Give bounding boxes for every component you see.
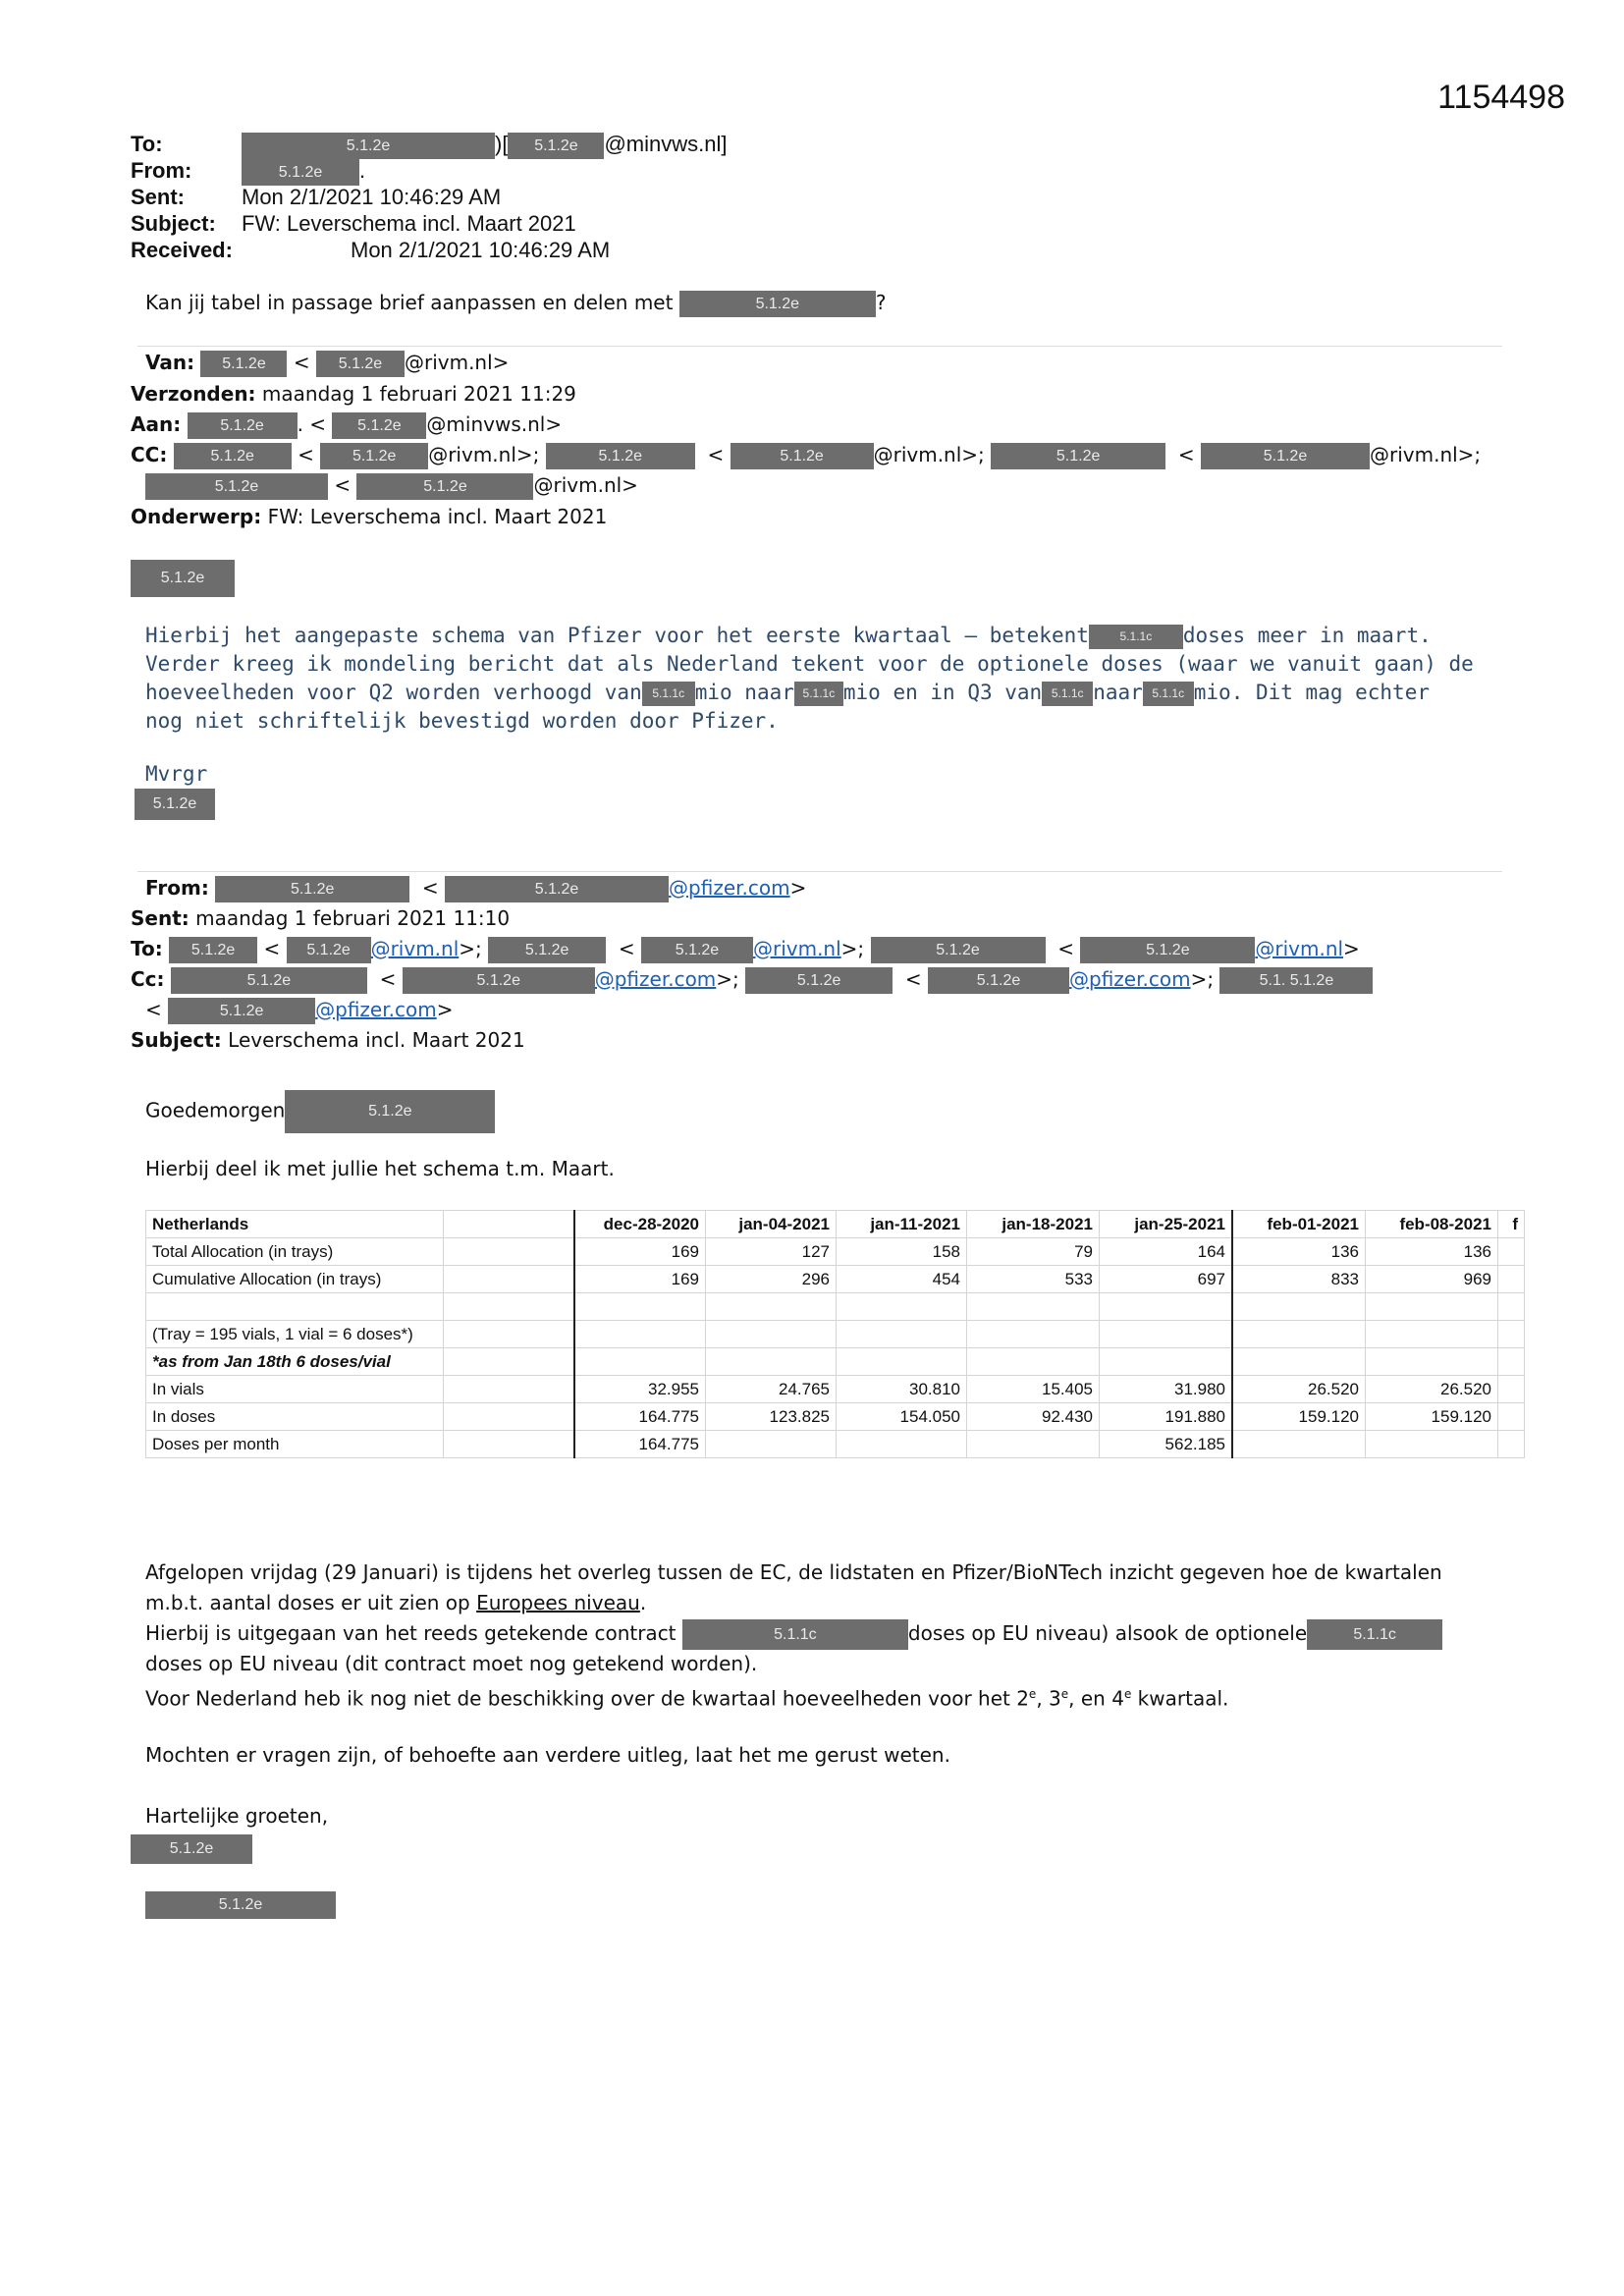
redaction: 5.1.2e <box>242 159 359 186</box>
table-cell: 562.185 <box>1100 1431 1233 1458</box>
table-row <box>146 1431 1525 1458</box>
column-header: dec-28-2020 <box>574 1211 706 1238</box>
table-cell <box>706 1293 837 1321</box>
header-to-value: 5.1.2e )[ 5.1.2e @minvws.nl] <box>242 131 727 159</box>
table-cell: 454 <box>837 1266 967 1293</box>
redaction: 5.1.2e <box>215 876 409 902</box>
redaction: 5.1.1c <box>1042 682 1093 706</box>
column-header: f <box>1498 1211 1525 1238</box>
separator <box>137 346 1502 347</box>
mail1-aan: Aan: 5.1.2e . < 5.1.2e @minvws.nl> <box>131 410 562 440</box>
mail1-van: Van: 5.1.2e < 5.1.2e @rivm.nl> <box>145 348 509 378</box>
redaction: 5.1.2e <box>145 1891 336 1919</box>
redaction: 5.1.2e <box>320 443 428 469</box>
redaction: 5.1.2e <box>171 967 367 994</box>
table-cell: 164 <box>1100 1238 1233 1266</box>
table-cell <box>967 1293 1100 1321</box>
separator <box>137 871 1502 872</box>
mail2-body-p5: Voor Nederland heb ik nog niet de beschikking over de kwartaal hoeveelheden voor het 2e, 3e, en 4e kwartaal. <box>145 1686 1229 1711</box>
table-cell <box>1366 1293 1498 1321</box>
redaction: 5.1.2e <box>508 133 604 159</box>
mail2-body-p4: doses op EU niveau (dit contract moet nog getekend worden). <box>145 1652 758 1675</box>
table-cell <box>574 1348 706 1376</box>
table-cell <box>837 1348 967 1376</box>
to-address-tail: @minvws.nl] <box>604 132 728 156</box>
redaction: 5.1.2e <box>316 351 405 377</box>
europees-niveau-link[interactable]: Europees niveau <box>476 1591 640 1614</box>
table-cell <box>1366 1348 1498 1376</box>
table-cell <box>1498 1431 1525 1458</box>
redaction: 5.1.2e <box>188 412 298 439</box>
table-cell: 533 <box>967 1266 1100 1293</box>
redaction: 5.1.2e <box>991 443 1165 469</box>
mail2-body-p1: Afgelopen vrijdag (29 Januari) is tijdens het overleg tussen de EC, de lidstaten en Pfizer/BioNTech inzicht gegeven hoe de kwartalen <box>145 1560 1442 1584</box>
table-cell <box>706 1431 837 1458</box>
table-cell <box>444 1403 575 1431</box>
mail2-subject: Subject: Leverschema incl. Maart 2021 <box>131 1028 525 1052</box>
table-cell: 833 <box>1232 1266 1366 1293</box>
mail2-from: From: 5.1.2e < 5.1.2e @pfizer.com> <box>145 873 806 903</box>
table-cell <box>444 1293 575 1321</box>
column-header: jan-18-2021 <box>967 1211 1100 1238</box>
mail2-intro: Hierbij deel ik met jullie het schema t.m. Maart. <box>145 1157 615 1180</box>
rivm-email-link[interactable]: @rivm.nl <box>370 937 460 960</box>
redaction: 5.1.2e <box>488 937 606 963</box>
table-cell <box>1232 1321 1366 1348</box>
table-cell: 159.120 <box>1232 1403 1366 1431</box>
table-cell <box>837 1431 967 1458</box>
redaction: 5.1.2e <box>403 967 595 994</box>
mail1-salutation <box>131 560 235 597</box>
table-cell <box>1100 1293 1233 1321</box>
table-cell: 32.955 <box>574 1376 706 1403</box>
table-cell <box>444 1348 575 1376</box>
table-cell <box>444 1211 575 1238</box>
mail1-cc: CC: 5.1.2e < 5.1.2e @rivm.nl>; 5.1.2e < 5.1.2e @rivm.nl>; 5.1.2e < 5.1.2e @rivm.nl>; <box>131 440 1481 470</box>
table-cell: 164.775 <box>574 1431 706 1458</box>
mail2-sign-name <box>131 1834 252 1864</box>
table-cell: 969 <box>1366 1266 1498 1293</box>
redaction: 5.1.2e <box>145 473 328 500</box>
redaction: 5.1.2e <box>131 1834 252 1864</box>
mail2-greeting: Goedemorgen 5.1.2e <box>145 1090 495 1133</box>
redaction: 5.1.2e <box>546 443 695 469</box>
table-cell: 136 <box>1366 1238 1498 1266</box>
redaction: 5.1.2e <box>174 443 292 469</box>
table-cell: 169 <box>574 1238 706 1266</box>
table-cell: 169 <box>574 1266 706 1293</box>
table-cell <box>1100 1348 1233 1376</box>
table-cell <box>837 1321 967 1348</box>
column-header: feb-01-2021 <box>1232 1211 1366 1238</box>
table-cell <box>1232 1431 1366 1458</box>
header-from-label: From: <box>131 158 192 183</box>
redaction: 5.1.2e <box>641 937 753 963</box>
table-row <box>146 1348 1525 1376</box>
mail1-cc-cont: 5.1.2e < 5.1.2e @rivm.nl> <box>145 470 638 501</box>
row-label: (Tray = 195 vials, 1 vial = 6 doses*) <box>146 1321 444 1348</box>
mail1-body-line-2: Verder kreeg ik mondeling bericht dat als Nederland tekent voor de optionele doses (waar we vanuit gaan) de <box>145 652 1474 676</box>
mail2-to: To: 5.1.2e < 5.1.2e @rivm.nl>; 5.1.2e < 5.1.2e @rivm.nl>; 5.1.2e < 5.1.2e @rivm.nl> <box>131 934 1360 964</box>
table-row <box>146 1321 1525 1348</box>
redaction: 5.1.2e <box>445 876 669 902</box>
table-row <box>146 1266 1525 1293</box>
table-cell: 31.980 <box>1100 1376 1233 1403</box>
header-sent-label: Sent: <box>131 185 185 209</box>
redaction: 5.1. 5.1.2e <box>1219 967 1373 994</box>
allocation-table <box>145 1210 1525 1458</box>
table-cell <box>1100 1321 1233 1348</box>
redaction: 5.1.2e <box>356 473 533 500</box>
mail1-body-line-3: hoeveelheden voor Q2 worden verhoogd van 5.1.1c mio naar 5.1.1c mio en in Q3 van 5.1.1c naar 5.1.1c mio. Dit mag echter <box>145 681 1430 704</box>
table-row <box>146 1293 1525 1321</box>
column-header: feb-08-2021 <box>1366 1211 1498 1238</box>
table-cell: 697 <box>1100 1266 1233 1293</box>
redaction: 5.1.2e <box>285 1090 495 1133</box>
mail2-body-p2: m.b.t. aantal doses er uit zien op Europees niveau. <box>145 1591 647 1614</box>
redaction: 5.1.2e <box>332 412 426 439</box>
header-subject-label: Subject: <box>131 211 216 236</box>
row-label: Total Allocation (in trays) <box>146 1238 444 1266</box>
mail2-closing: Hartelijke groeten, <box>145 1804 329 1828</box>
table-cell: 191.880 <box>1100 1403 1233 1431</box>
table-cell <box>444 1266 575 1293</box>
table-cell <box>1498 1403 1525 1431</box>
mail1-sign: Mvrgr <box>145 762 208 786</box>
table-cell: 123.825 <box>706 1403 837 1431</box>
table-cell: 159.120 <box>1366 1403 1498 1431</box>
table-cell <box>574 1321 706 1348</box>
redaction: 5.1.2e <box>871 937 1046 963</box>
table-cell <box>1232 1293 1366 1321</box>
mail2-body-p6: Mochten er vragen zijn, of behoefte aan verdere uitleg, laat het me gerust weten. <box>145 1743 950 1767</box>
table-cell: 136 <box>1232 1238 1366 1266</box>
table-row <box>146 1238 1525 1266</box>
row-label: *as from Jan 18th 6 doses/vial <box>146 1348 444 1376</box>
mail1-body-line-4: nog niet schriftelijk bevestigd worden door Pfizer. <box>145 709 779 733</box>
header-to-label: To: <box>131 132 163 156</box>
pfizer-email-link[interactable]: @pfizer.com <box>669 876 790 900</box>
mail2-cc-cont: < 5.1.2e @pfizer.com> <box>145 995 453 1025</box>
table-cell <box>1498 1376 1525 1403</box>
mail2-cc: Cc: 5.1.2e < 5.1.2e @pfizer.com>; 5.1.2e < 5.1.2e @pfizer.com>; 5.1. 5.1.2e <box>131 964 1373 995</box>
table-cell <box>1366 1431 1498 1458</box>
mail2-sign-title <box>145 1891 336 1919</box>
redaction: 5.1.2e <box>135 789 215 820</box>
table-cell: 24.765 <box>706 1376 837 1403</box>
column-header: jan-04-2021 <box>706 1211 837 1238</box>
table-cell <box>574 1293 706 1321</box>
redaction: 5.1.2e <box>731 443 874 469</box>
header-received-value: Mon 2/1/2021 10:46:29 AM <box>351 238 611 262</box>
column-header: jan-11-2021 <box>837 1211 967 1238</box>
table-cell: 26.520 <box>1232 1376 1366 1403</box>
table-cell: 164.775 <box>574 1403 706 1431</box>
table-row <box>146 1403 1525 1431</box>
table-cell: 127 <box>706 1238 837 1266</box>
rivm-email-link[interactable]: @rivm.nl <box>1255 937 1344 960</box>
header-sent-value: Mon 2/1/2021 10:46:29 AM <box>242 185 502 209</box>
header-subject-value: FW: Leverschema incl. Maart 2021 <box>242 211 576 236</box>
redaction: 5.1.2e <box>287 937 371 963</box>
mail1-onderwerp: Onderwerp: FW: Leverschema incl. Maart 2021 <box>131 505 608 528</box>
row-label <box>146 1293 444 1321</box>
table-cell <box>1498 1238 1525 1266</box>
redaction: 5.1.2e <box>242 133 495 159</box>
mail1-body-line-1: Hierbij het aangepaste schema van Pfizer voor het eerste kwartaal – betekent 5.1.1c doses meer in maart. <box>145 624 1432 647</box>
table-cell <box>706 1321 837 1348</box>
redaction: 5.1.1c <box>642 682 695 706</box>
table-cell: 15.405 <box>967 1376 1100 1403</box>
redaction: 5.1.2e <box>1080 937 1255 963</box>
table-cell <box>1232 1348 1366 1376</box>
row-label: In vials <box>146 1376 444 1403</box>
redaction: 5.1.2e <box>1201 443 1370 469</box>
table-header-row <box>146 1211 1525 1238</box>
table-cell <box>1498 1321 1525 1348</box>
redaction: 5.1.1c <box>682 1619 908 1650</box>
document-number: 1154498 <box>1437 79 1565 116</box>
forward-note: Kan jij tabel in passage brief aanpassen en delen met 5.1.2e ? <box>145 288 886 318</box>
row-label: Cumulative Allocation (in trays) <box>146 1266 444 1293</box>
redaction: 5.1.2e <box>745 967 893 994</box>
redaction: 5.1.1c <box>794 682 843 706</box>
redaction: 5.1.2e <box>928 967 1069 994</box>
table-cell: 26.520 <box>1366 1376 1498 1403</box>
rivm-email-link[interactable]: @rivm.nl <box>752 937 841 960</box>
table-cell: 296 <box>706 1266 837 1293</box>
table-cell <box>444 1321 575 1348</box>
pfizer-email-link[interactable]: @pfizer.com <box>1069 967 1191 991</box>
table-cell: 79 <box>967 1238 1100 1266</box>
redaction: 5.1.1c <box>1307 1619 1442 1650</box>
row-label: In doses <box>146 1403 444 1431</box>
table-cell <box>444 1376 575 1403</box>
mail2-sent: Sent: maandag 1 februari 2021 11:10 <box>131 906 511 930</box>
table-cell <box>837 1293 967 1321</box>
redaction: 5.1.2e <box>679 291 876 317</box>
table-cell <box>1498 1348 1525 1376</box>
pfizer-email-link[interactable]: @pfizer.com <box>594 967 717 991</box>
table-cell <box>444 1431 575 1458</box>
redaction: 5.1.2e <box>131 560 235 597</box>
table-cell <box>1366 1321 1498 1348</box>
table-cell: 92.430 <box>967 1403 1100 1431</box>
header-from-value: 5.1.2e . <box>242 157 365 186</box>
redaction: 5.1.2e <box>169 937 257 963</box>
table-cell <box>967 1348 1100 1376</box>
table-cell <box>444 1238 575 1266</box>
table-cell <box>967 1431 1100 1458</box>
redaction: 5.1.1c <box>1089 625 1183 649</box>
column-header: jan-25-2021 <box>1100 1211 1233 1238</box>
table-row <box>146 1376 1525 1403</box>
mail1-sign-name <box>135 789 215 820</box>
redaction: 5.1.1c <box>1143 682 1194 706</box>
table-cell: 30.810 <box>837 1376 967 1403</box>
redaction: 5.1.2e <box>168 998 315 1024</box>
header-received-label: Received: <box>131 238 233 262</box>
pfizer-email-link[interactable]: @pfizer.com <box>315 998 437 1021</box>
table-title: Netherlands <box>146 1211 444 1238</box>
table-cell <box>706 1348 837 1376</box>
mail2-body-p3: Hierbij is uitgegaan van het reeds getekende contract 5.1.1c doses op EU niveau) alsook de optionele 5.1.1c <box>145 1618 1442 1650</box>
table-cell <box>1498 1266 1525 1293</box>
mail1-verzonden: Verzonden: maandag 1 februari 2021 11:29 <box>131 382 576 406</box>
table-cell <box>967 1321 1100 1348</box>
table-cell: 154.050 <box>837 1403 967 1431</box>
table-cell <box>1498 1293 1525 1321</box>
redaction: 5.1.2e <box>200 351 287 377</box>
row-label: Doses per month <box>146 1431 444 1458</box>
table-cell: 158 <box>837 1238 967 1266</box>
